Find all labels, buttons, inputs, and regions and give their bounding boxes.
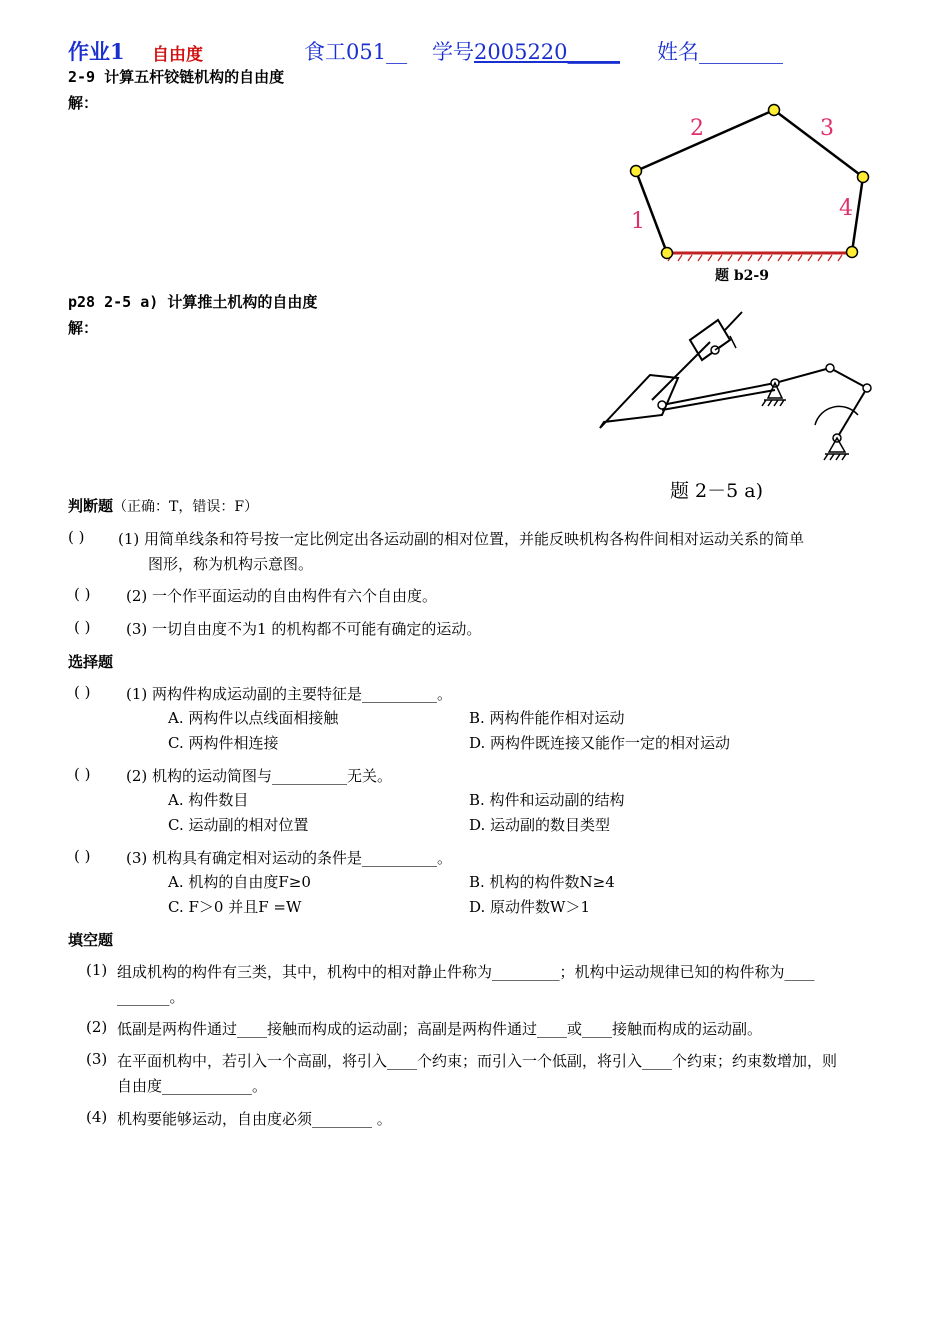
judge-item-2-paren[interactable]: ( ) [74,585,91,603]
ground-hatch [668,255,842,261]
choice-item-3-paren[interactable]: ( ) [74,847,91,865]
student-id-value: 2005220_____ [474,40,621,64]
choice-2-option-b[interactable]: B. 构件和运动副的结构 [469,791,625,809]
judge-item-1-cont: 图形，称为机构示意图。 [148,555,314,573]
choice-item-1-paren[interactable]: ( ) [74,683,91,701]
judge-item-1-text: (1) 用简单线条和符号按一定比例定出各运动副的相对位置，并能反映机构各构件间相对运动关系的简单 [118,530,805,548]
fill-item-3-text[interactable]: 在平面机构中，若引入一个高副，将引入____个约束；而引入一个低副，将引入____个约束；约束数增加，则 [117,1052,838,1070]
fill-item-1-text[interactable]: 组成机构的构件有三类，其中，机构中的相对静止件称为_________；机构中运动规律已知的构件称为____ [117,963,815,981]
fill-item-3-num: (3) [86,1050,108,1068]
choice-3-option-b[interactable]: B. 机构的构件数N≥4 [469,873,615,891]
choice-3-option-a[interactable]: A. 机构的自由度F≥0 [168,873,311,891]
homework-title: 作业1 [68,39,125,64]
choice-1-option-b[interactable]: B. 两构件能作相对运动 [469,709,625,727]
choice-item-2-text: (2) 机构的运动简图与__________无关。 [126,767,393,785]
problem2-title: p28 2-5 a) 计算推土机构的自由度 [68,293,318,311]
judge-item-3-paren[interactable]: ( ) [74,618,91,636]
fill-item-1-num: (1) [86,961,108,979]
fill-item-4-num: (4) [86,1108,108,1126]
bulldozer-mechanism-figure [590,300,890,510]
fill-title: 填空题 [68,931,114,949]
link-label-3: 3 [820,116,834,141]
problem2-answer-label: 解： [68,319,99,337]
judge-item-1-paren[interactable]: ( ) [68,528,85,546]
judge-item-2-text: (2) 一个作平面运动的自由构件有六个自由度。 [126,587,438,605]
topic-title: 自由度 [152,45,203,65]
choice-1-option-d[interactable]: D. 两构件既连接又能作一定的相对运动 [469,734,731,752]
link-label-1: 1 [631,209,645,234]
five-bar-linkage-figure [610,95,890,290]
choice-3-option-c[interactable]: C. F＞0 并且F =W [168,898,302,916]
choice-2-option-d[interactable]: D. 运动副的数目类型 [469,816,611,834]
student-name-field: 姓名________ [657,40,783,64]
student-id [432,36,620,66]
student-id-label: 学号 [432,40,474,64]
pivots [658,346,871,442]
mechanism-lines [600,312,867,438]
choice-item-3-text: (3) 机构具有确定相对运动的条件是__________。 [126,849,453,867]
figure1-caption: 题 b2-9 [715,268,769,284]
problem1-answer-label: 解： [68,94,99,112]
choice-item-1-text: (1) 两构件构成运动副的主要特征是__________。 [126,685,453,703]
choice-1-option-a[interactable]: A. 两构件以点线面相接触 [168,709,339,727]
link-label-4: 4 [839,196,853,221]
judge-hint: （正确：T，错误：F） [113,499,259,515]
judge-item-3-text: (3) 一切自由度不为1 的机构都不可能有确定的运动。 [126,620,482,638]
choice-title: 选择题 [68,653,114,671]
figure2-caption: 题 2－5 a) [670,480,763,502]
judge-title: 判断题 [68,497,114,515]
fill-item-2-num: (2) [86,1018,108,1036]
fill-item-1-cont[interactable]: _______。 [117,988,185,1006]
choice-2-option-c[interactable]: C. 运动副的相对位置 [168,816,309,834]
link-labels [631,116,853,234]
fill-item-4-text[interactable]: 机构要能够运动，自由度必须________ 。 [117,1110,392,1128]
fill-item-3-cont[interactable]: 自由度____________。 [117,1077,268,1095]
choice-3-option-d[interactable]: D. 原动件数W＞1 [469,898,590,916]
choice-item-2-paren[interactable]: ( ) [74,765,91,783]
class-label: 食工051__ [304,40,408,64]
choice-2-option-a[interactable]: A. 构件数目 [168,791,249,809]
problem1-title: 2-9 计算五杆铰链机构的自由度 [68,68,285,86]
choice-1-option-c[interactable]: C. 两构件相连接 [168,734,279,752]
link-label-2: 2 [690,116,704,141]
fill-item-2-text[interactable]: 低副是两构件通过____接触而构成的运动副；高副是两构件通过____或____接触而构成的运动副。 [117,1020,763,1038]
